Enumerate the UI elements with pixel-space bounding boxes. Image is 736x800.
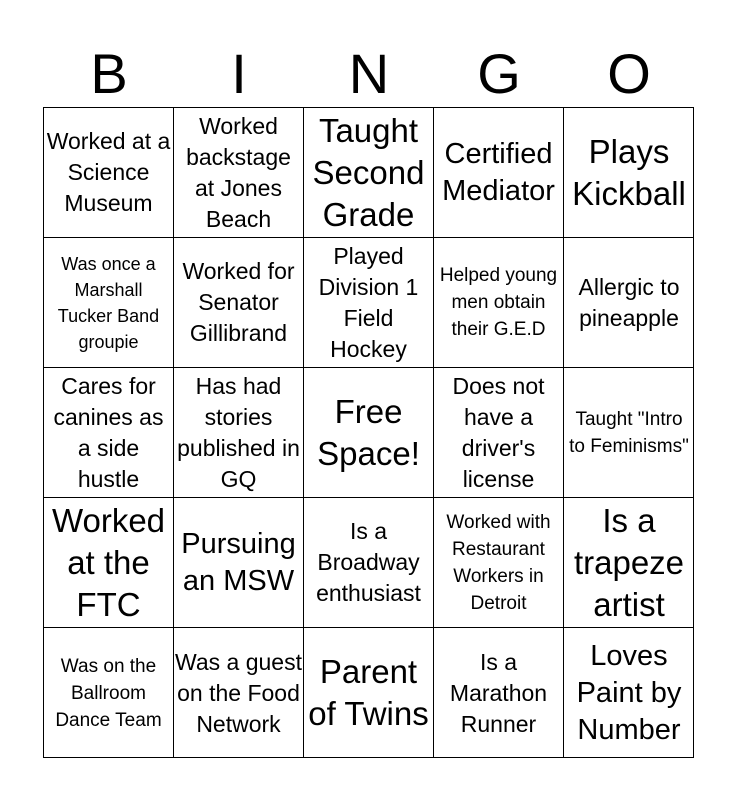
bingo-cell[interactable] xyxy=(304,628,434,758)
cell-text: Is a Marathon Runner xyxy=(449,648,548,737)
header-letter-g: G xyxy=(477,42,521,105)
bingo-board xyxy=(43,107,694,758)
cell-text: Was on the Ballroom Dance Team xyxy=(55,655,162,731)
cell-text: Was once a Marshall Tucker Band groupie xyxy=(57,253,160,352)
cell-text: Does not have a driver's license xyxy=(452,372,545,492)
bingo-cell[interactable] xyxy=(434,108,564,238)
bingo-cell[interactable] xyxy=(174,498,304,628)
cell-text: Taught "Intro to Feminisms" xyxy=(569,408,689,457)
cell-text: Pursuing an MSW xyxy=(181,527,296,597)
free-space-cell[interactable] xyxy=(304,368,434,498)
cell-text: Taught Second Grade xyxy=(312,111,425,233)
bingo-cell[interactable] xyxy=(564,238,694,368)
bingo-cell[interactable] xyxy=(304,238,434,368)
bingo-cell[interactable] xyxy=(434,628,564,758)
header-letter-i: I xyxy=(231,42,247,105)
cell-text: Plays Kickball xyxy=(572,132,686,212)
bingo-cell[interactable] xyxy=(564,108,694,238)
bingo-cell[interactable] xyxy=(44,368,174,498)
bingo-cell[interactable] xyxy=(44,108,174,238)
bingo-cell[interactable] xyxy=(434,238,564,368)
bingo-cell[interactable] xyxy=(564,628,694,758)
bingo-cell[interactable] xyxy=(174,108,304,238)
bingo-cell[interactable] xyxy=(564,368,694,498)
bingo-cell[interactable] xyxy=(174,628,304,758)
cell-text: Worked at the FTC xyxy=(51,501,166,623)
bingo-cell[interactable] xyxy=(564,498,694,628)
cell-text: Allergic to pineapple xyxy=(578,273,680,331)
cell-text: Worked at a Science Museum xyxy=(46,128,171,216)
cell-text: Certified Mediator xyxy=(442,137,555,207)
cell-text: Loves Paint by Number xyxy=(576,639,682,746)
cell-text: Worked for Senator Gillibrand xyxy=(182,258,295,346)
bingo-cell[interactable] xyxy=(434,368,564,498)
cell-text: Is a Broadway enthusiast xyxy=(316,518,421,606)
bingo-cell[interactable] xyxy=(44,238,174,368)
header-letter-n: N xyxy=(348,42,390,105)
cell-text: Worked backstage at Jones Beach xyxy=(186,112,291,232)
cell-text: Worked with Restaurant Workers in Detroit xyxy=(446,511,551,614)
bingo-cell[interactable] xyxy=(304,498,434,628)
cell-text: Free Space! xyxy=(317,392,420,472)
cell-text: Parent of Twins xyxy=(308,653,429,732)
cell-text: Played Division 1 Field Hockey xyxy=(318,242,419,362)
header-letter-o: O xyxy=(607,42,651,105)
cell-text: Has had stories published in GQ xyxy=(177,372,300,492)
header-letter-b: B xyxy=(90,42,128,105)
cell-text: Helped young men obtain their G.E.D xyxy=(439,265,558,340)
cell-text: Cares for canines as a side hustle xyxy=(53,372,164,492)
bingo-cell[interactable] xyxy=(44,628,174,758)
bingo-cell[interactable] xyxy=(434,498,564,628)
bingo-header xyxy=(44,40,694,108)
bingo-cell[interactable] xyxy=(304,108,434,238)
bingo-cell[interactable] xyxy=(44,498,174,628)
cell-text: Was a guest on the Food Network xyxy=(175,648,302,737)
cell-text: Is a trapeze artist xyxy=(573,501,685,623)
bingo-cell[interactable] xyxy=(174,238,304,368)
bingo-cell[interactable] xyxy=(174,368,304,498)
